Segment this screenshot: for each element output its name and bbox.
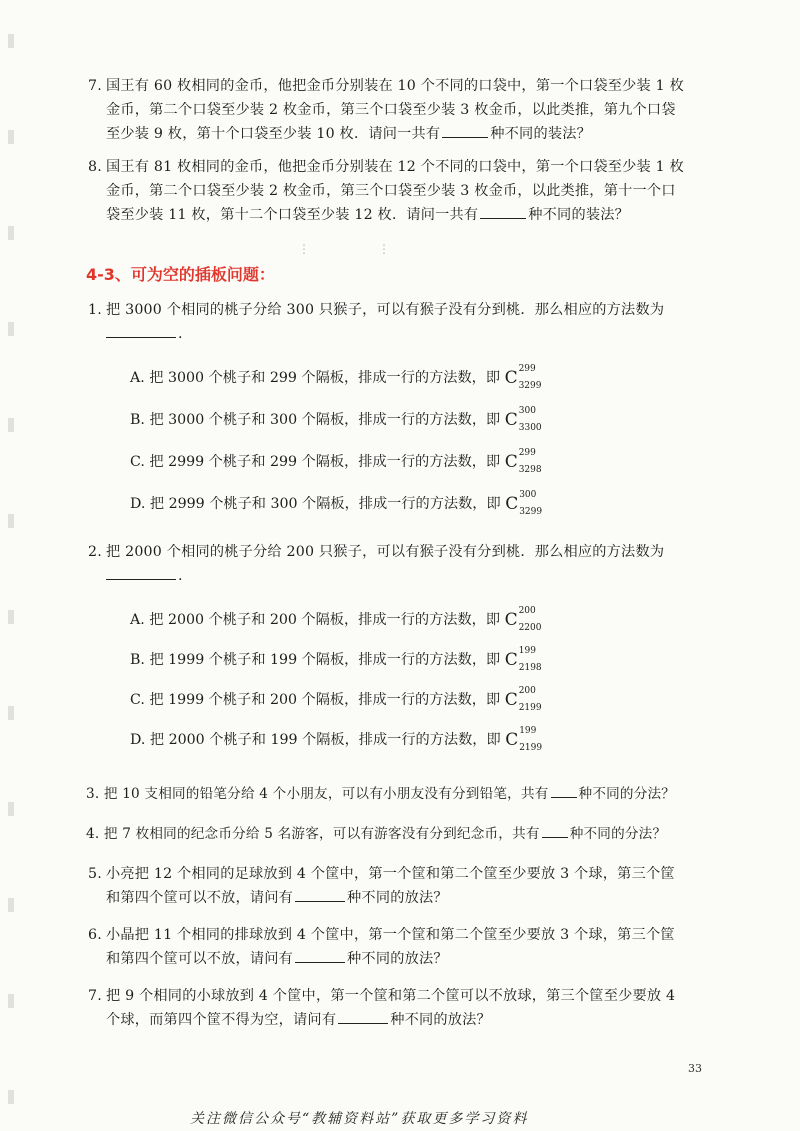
scan-dot-mark: ⋮	[298, 242, 310, 256]
question-blank-line	[106, 322, 708, 346]
answer-blank	[106, 323, 176, 338]
answer-blank	[542, 823, 568, 838]
question-text: 把 2000 个相同的桃子分给 200 只猴子，可以有猴子没有分到桃．那么相应的方法数为	[106, 544, 665, 560]
combination-subscript: 2199	[518, 703, 542, 713]
text-after-blank: 种不同的装法？	[490, 126, 591, 142]
combination-subscript: 3300	[518, 423, 542, 433]
problem-line: 金币，第二个口袋至少装 2 枚金币，第三个口袋至少装 3 枚金币，以此类推，第九个口袋	[106, 102, 676, 118]
combination-letter: C	[504, 690, 518, 710]
option-text: C. 把 2999 个桃子和 299 个隔板，排成一行的方法数，即	[130, 454, 501, 470]
combination-letter: C	[505, 730, 519, 750]
option-b	[130, 646, 542, 673]
question-line: 小亮把 12 个相同的足球放到 4 个筐中，第一个筐和第二个筐至少要放 3 个球，第三个筐	[106, 866, 675, 882]
option-text: A. 把 3000 个桃子和 299 个隔板，排成一行的方法数，即	[130, 370, 501, 386]
combination-superscript: 199	[518, 646, 536, 656]
scan-dot-mark: ⋮	[378, 242, 390, 256]
combination-formula	[505, 490, 543, 517]
question-line-last	[106, 886, 708, 910]
combination-subscript: 3299	[519, 507, 543, 517]
problem-number: 2.	[88, 544, 102, 560]
text-after-blank: 种不同的装法？	[528, 207, 629, 223]
question-line: 把 9 个相同的小球放到 4 个筐中，第一个筐和第二个筐可以不放球，第三个筐至少要放 4	[106, 988, 676, 1004]
problem-number: 7.	[88, 78, 102, 94]
footer-note: 关注微信公众号“教辅资料站”获取更多学习资料	[190, 1111, 529, 1127]
combination-superscript: 300	[519, 490, 537, 500]
option-text: D. 把 2999 个桃子和 300 个隔板，排成一行的方法数，即	[130, 496, 501, 512]
page-number: 33	[688, 1062, 702, 1075]
option-c	[130, 686, 542, 713]
problem-number: 6.	[88, 927, 102, 943]
question-line-last	[106, 947, 708, 971]
section-title: 4-3、可为空的插板问题：	[86, 265, 275, 284]
text-before-blank: 个球，而第四个筐不得为空，请问有	[106, 1012, 337, 1028]
answer-blank	[551, 783, 577, 798]
option-b	[130, 406, 542, 433]
combination-subscript: 2198	[518, 663, 542, 673]
combination-letter: C	[504, 610, 518, 630]
problem-line: 金币，第二个口袋至少装 2 枚金币，第三个口袋至少装 3 枚金币，以此类推，第十一个口	[106, 183, 676, 199]
combination-superscript: 300	[518, 406, 536, 416]
problem-number: 5.	[88, 866, 102, 882]
problem-line: 国王有 81 枚相同的金币，他把金币分别装在 12 个不同的口袋中，第一个口袋至少装 1 枚	[106, 159, 684, 175]
answer-blank	[106, 565, 176, 580]
combination-superscript: 199	[519, 726, 537, 736]
answer-blank	[295, 948, 345, 963]
text-after-blank: 种不同的分法？	[569, 826, 667, 842]
combination-formula	[504, 448, 542, 475]
problem-line: 国王有 60 枚相同的金币，他把金币分别装在 10 个不同的口袋中，第一个口袋至少装 1 枚	[106, 78, 684, 94]
question-blank-line	[106, 564, 708, 588]
question-4	[86, 822, 726, 846]
combination-letter: C	[504, 410, 518, 430]
problem-number: 7.	[88, 988, 102, 1004]
question-line: 小晶把 11 个相同的排球放到 4 个筐中，第一个筐和第二个筐至少要放 3 个球，第三个筐	[106, 927, 675, 943]
answer-blank	[442, 123, 488, 138]
text-before-blank: 至少装 9 枚，第十个口袋至少装 10 枚．请问一共有	[106, 126, 441, 142]
text-after-blank: 种不同的分法？	[578, 786, 676, 802]
option-a	[130, 364, 542, 391]
problem-number: 1.	[88, 302, 102, 318]
text-before-blank: 3. 把 10 支相同的铅笔分给 4 个小朋友，可以有小朋友没有分到铅笔，共有	[86, 786, 549, 802]
question-6	[88, 923, 708, 971]
combination-subscript: 3299	[518, 381, 542, 391]
question-line	[86, 822, 726, 846]
combination-superscript: 299	[518, 364, 536, 374]
combination-superscript: 200	[518, 606, 536, 616]
option-c	[130, 448, 542, 475]
combination-letter: C	[504, 452, 518, 472]
problem-7-top	[88, 74, 708, 146]
combination-subscript: 2200	[518, 623, 542, 633]
answer-blank	[295, 887, 345, 902]
text-before-blank: 和第四个筐可以不放，请问有	[106, 951, 294, 967]
problem-number: 8.	[88, 159, 102, 175]
period: .	[178, 326, 183, 342]
combination-subscript: 2199	[519, 743, 543, 753]
combination-formula	[504, 646, 542, 673]
question-text: 把 3000 个相同的桃子分给 300 只猴子，可以有猴子没有分到桃．那么相应的方法数为	[106, 302, 665, 318]
question-5	[88, 862, 708, 910]
question-line	[86, 782, 726, 806]
option-text: B. 把 3000 个桃子和 300 个隔板，排成一行的方法数，即	[130, 412, 501, 428]
combination-formula	[504, 686, 542, 713]
combination-formula	[505, 726, 543, 753]
combination-formula	[504, 606, 542, 633]
question-line-last	[106, 1008, 708, 1032]
option-text: A. 把 2000 个桃子和 200 个隔板，排成一行的方法数，即	[130, 612, 501, 628]
combination-letter: C	[504, 650, 518, 670]
problem-8-top	[88, 155, 708, 227]
answer-blank	[338, 1009, 388, 1024]
text-before-blank: 袋至少装 11 枚，第十二个口袋至少装 12 枚．请问一共有	[106, 207, 479, 223]
combination-superscript: 299	[518, 448, 536, 458]
option-a	[130, 606, 542, 633]
combination-subscript: 3298	[518, 465, 542, 475]
answer-blank	[480, 204, 526, 219]
option-text: C. 把 1999 个桃子和 200 个隔板，排成一行的方法数，即	[130, 692, 501, 708]
text-before-blank: 和第四个筐可以不放，请问有	[106, 890, 294, 906]
combination-superscript: 200	[518, 686, 536, 696]
combination-formula	[504, 364, 542, 391]
text-before-blank: 4. 把 7 枚相同的纪念币分给 5 名游客，可以有游客没有分到纪念币，共有	[86, 826, 540, 842]
question-2	[88, 540, 708, 588]
period: .	[178, 568, 183, 584]
option-text: D. 把 2000 个桃子和 199 个隔板，排成一行的方法数，即	[130, 732, 501, 748]
combination-letter: C	[504, 368, 518, 388]
question-1	[88, 298, 708, 346]
combination-letter: C	[505, 494, 519, 514]
text-after-blank: 种不同的放法？	[347, 890, 448, 906]
question-3	[86, 782, 726, 806]
option-d	[130, 490, 543, 517]
combination-formula	[504, 406, 542, 433]
text-after-blank: 种不同的放法？	[347, 951, 448, 967]
option-d	[130, 726, 543, 753]
problem-line-last	[106, 122, 708, 146]
text-after-blank: 种不同的放法？	[390, 1012, 491, 1028]
problem-line-last	[106, 203, 708, 227]
option-text: B. 把 1999 个桃子和 199 个隔板，排成一行的方法数，即	[130, 652, 501, 668]
question-7	[88, 984, 708, 1032]
